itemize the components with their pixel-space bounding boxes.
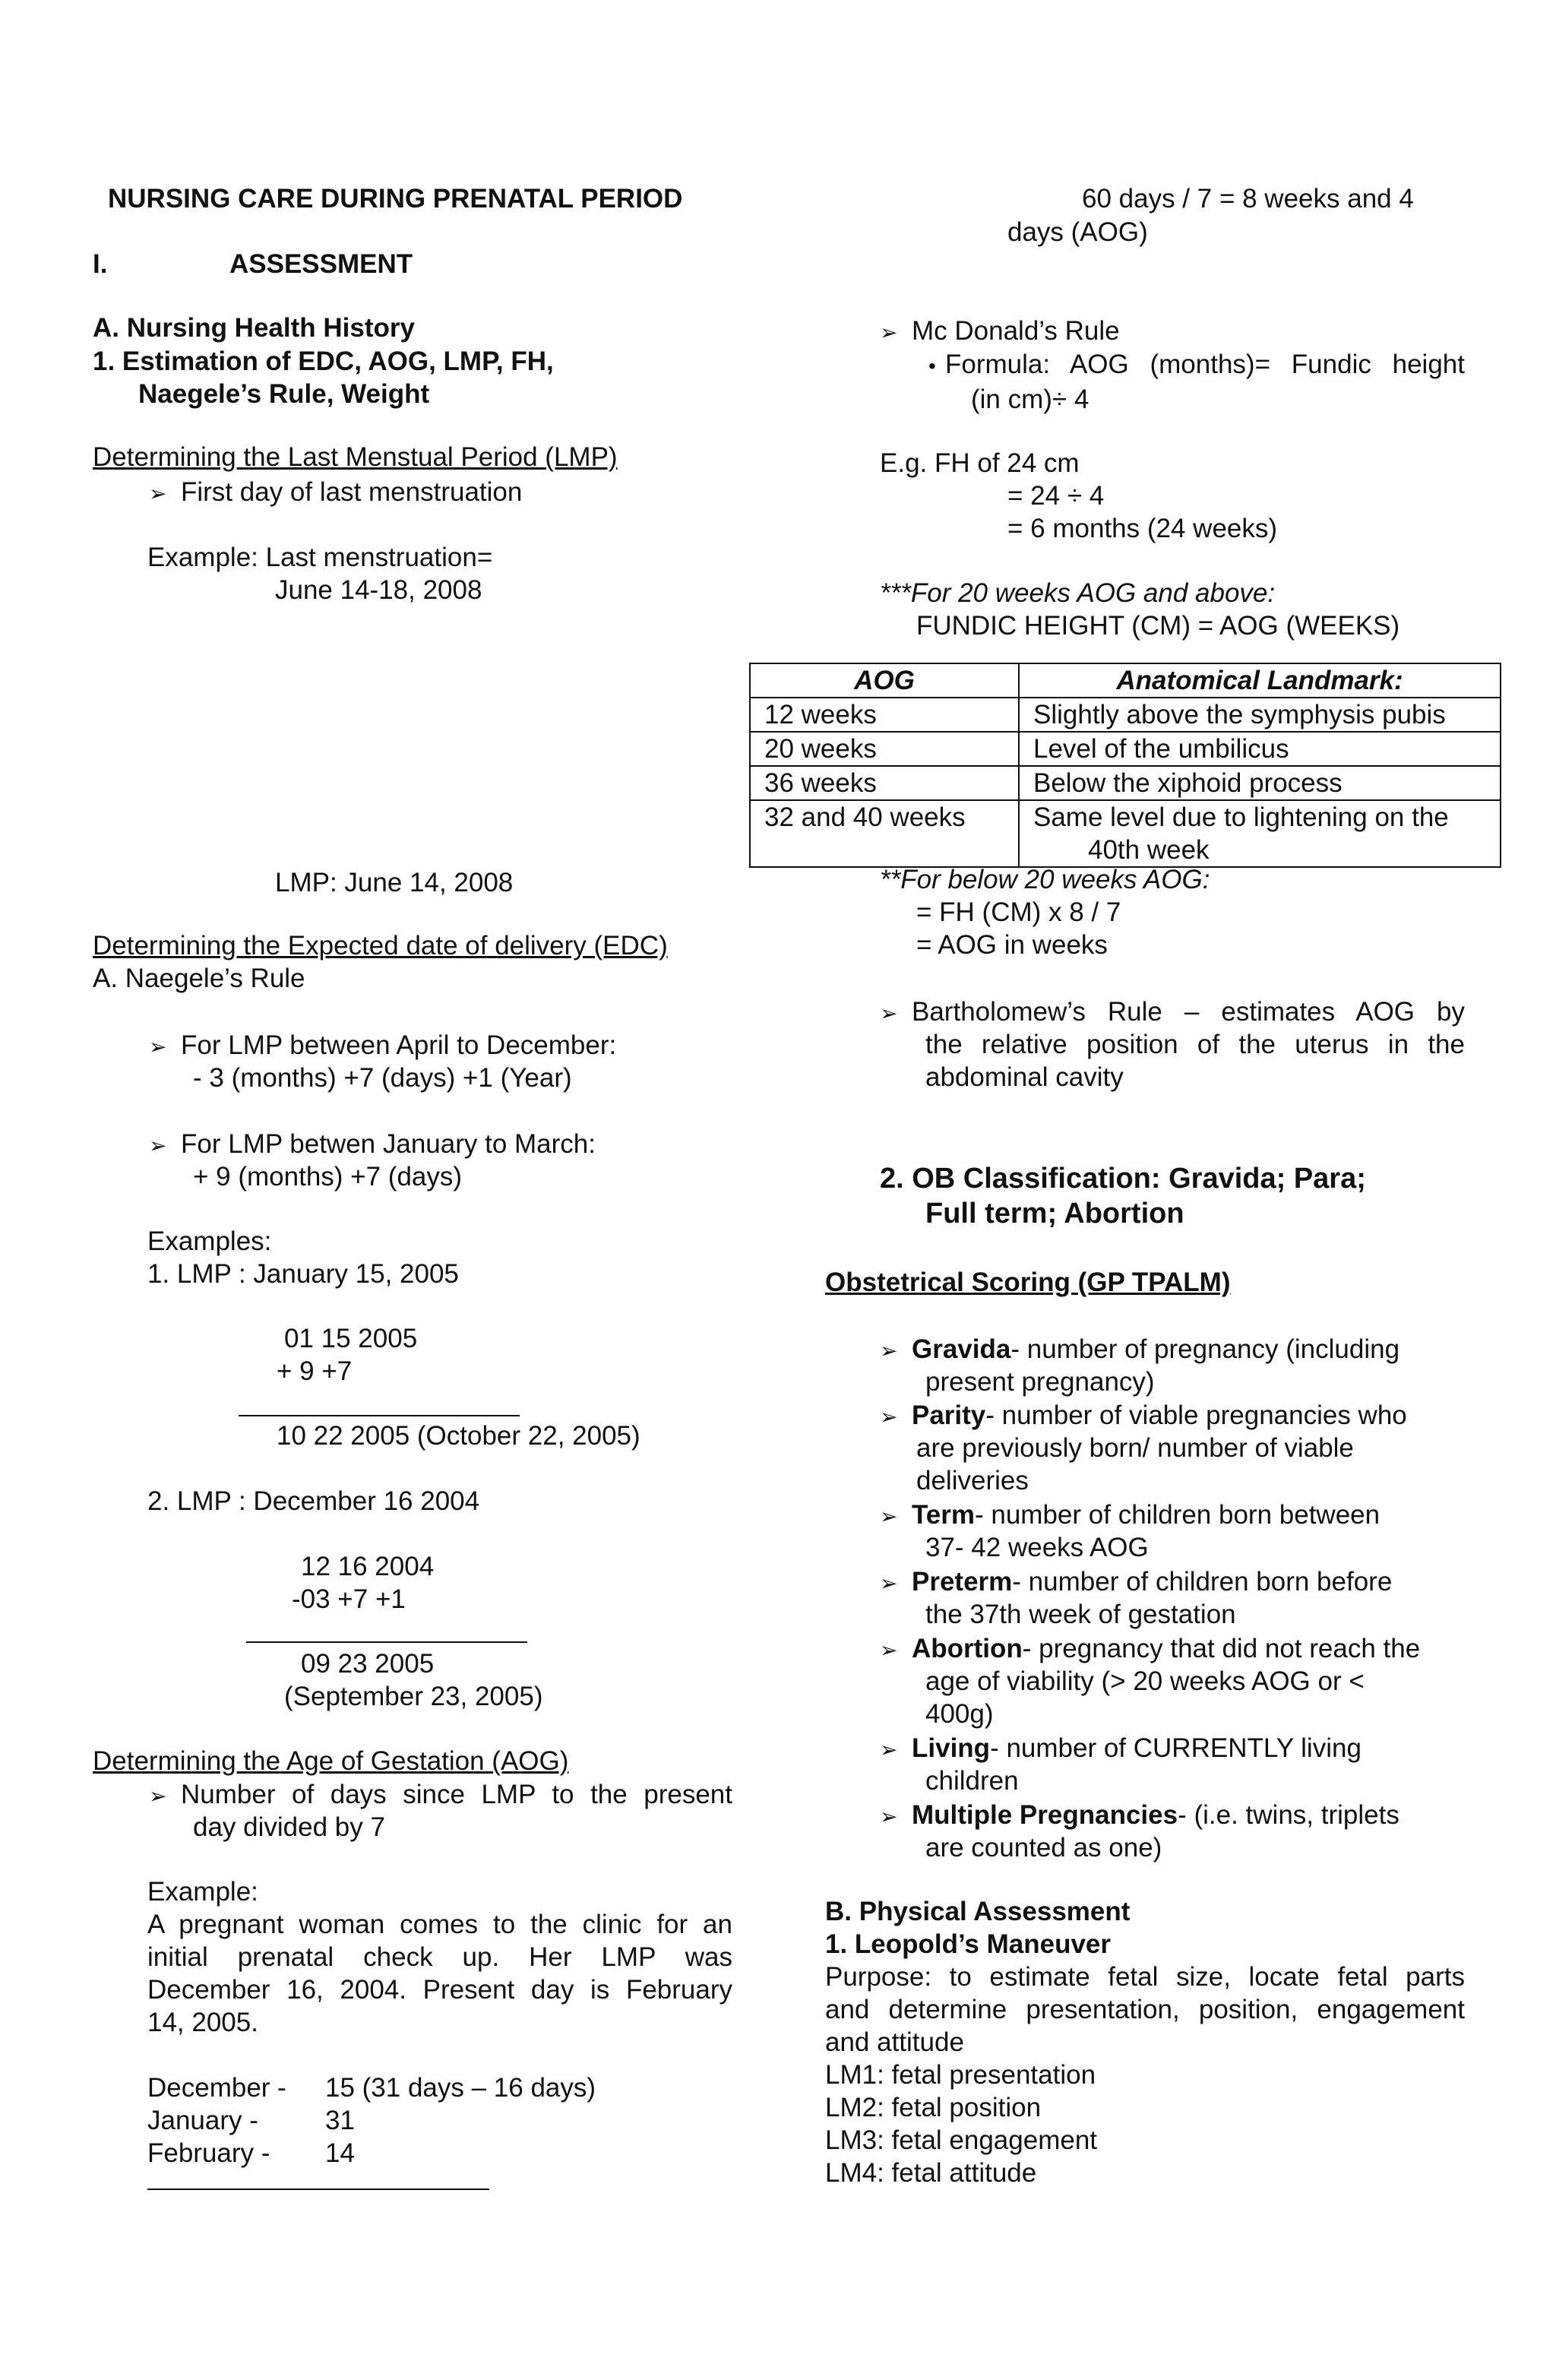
note-below-20-weeks: **For below 20 weeks AOG: <box>880 865 1210 894</box>
fh-step: = 6 months (24 weeks) <box>1007 514 1278 543</box>
example-paragraph-line: 14, 2005. <box>147 2008 258 2037</box>
fh-step: = 24 ÷ 4 <box>1007 481 1105 511</box>
calc-days: 14 <box>325 2138 355 2168</box>
example-numbers: 01 15 2005 <box>284 1324 418 1353</box>
arrow-bullet-icon: ➢ <box>149 482 167 505</box>
table-header-aog: AOG <box>750 663 1019 698</box>
table-header-landmark: Anatomical Landmark: <box>1019 663 1501 698</box>
arrow-bullet-icon: ➢ <box>880 1638 898 1662</box>
section-number: I. <box>93 249 108 279</box>
fh-example: E.g. FH of 24 cm <box>880 448 1080 478</box>
example-result: 10 22 2005 (October 22, 2005) <box>277 1421 640 1451</box>
calc-days: 15 (31 days – 16 days) <box>325 2073 596 2103</box>
calc-month: December - <box>147 2073 286 2103</box>
document-title: NURSING CARE DURING PRENATAL PERIOD <box>108 184 683 214</box>
arrow-bullet-icon: ➢ <box>880 1805 898 1828</box>
bartholomew-cont: the relative position of the uterus in the <box>925 1030 1465 1059</box>
aog-landmark-table <box>749 663 1501 868</box>
abortion-item-cont: 400g) <box>925 1699 994 1729</box>
obstetrical-scoring-heading: Obstetrical Scoring (GP TPALM) <box>825 1268 1231 1297</box>
arrow-bullet-icon: ➢ <box>880 1738 898 1761</box>
leopold-step: LM1: fetal presentation <box>825 2060 1096 2090</box>
edc-heading: Determining the Expected date of delivery (EDC) <box>93 931 668 961</box>
abortion-item-cont: age of viability (> 20 weeks AOG or < <box>925 1666 1365 1696</box>
aog-bullet: ➢ Number of days since LMP to the present <box>149 1778 732 1812</box>
living-item: ➢ Living- number of CURRENTLY living <box>880 1732 1362 1766</box>
preterm-item: ➢ Preterm- number of children born before <box>880 1565 1392 1600</box>
physical-assessment-heading: B. Physical Assessment <box>825 1897 1131 1926</box>
note-20-weeks-and-above: ***For 20 weeks AOG and above: <box>880 578 1276 608</box>
rule-bullet: ➢ For LMP betwen January to March: <box>149 1128 596 1162</box>
leopold-maneuver-heading: 1. Leopold’s Maneuver <box>825 1929 1112 1959</box>
arrow-bullet-icon: ➢ <box>149 1784 167 1808</box>
example-numbers: 12 16 2004 <box>301 1552 435 1581</box>
table-cell-aog: 32 and 40 weeks <box>750 800 1019 867</box>
table-cell-landmark <box>1019 800 1501 867</box>
leopold-step: LM2: fetal position <box>825 2093 1042 2122</box>
aog-calc-cont: days (AOG) <box>1007 217 1148 247</box>
formula-line: • Formula: AOG (months)= Fundic height <box>928 348 1465 382</box>
arrow-bullet-icon: ➢ <box>149 1134 167 1157</box>
arrow-bullet-icon: ➢ <box>880 1002 898 1025</box>
calc-month: February - <box>147 2138 270 2168</box>
lmp-heading: Determining the Last Menstual Period (LMP) <box>93 442 618 472</box>
term-item-cont: 37- 42 weeks AOG <box>925 1533 1149 1562</box>
aog-bullet-cont: day divided by 7 <box>193 1812 385 1842</box>
lmp-example: Example: Last menstruation= <box>147 543 493 572</box>
table-cell-landmark: Level of the umbilicus <box>1019 732 1501 766</box>
calc-month: January - <box>147 2106 258 2135</box>
arrow-bullet-icon: ➢ <box>149 1035 167 1059</box>
bartholomew-cont: abdominal cavity <box>925 1062 1124 1092</box>
arrow-bullet-icon: ➢ <box>880 1505 898 1528</box>
sum-divider <box>239 1415 520 1416</box>
lmp-result: LMP: June 14, 2008 <box>275 868 514 897</box>
sum-divider <box>147 2189 489 2190</box>
table-cell-aog: 20 weeks <box>750 732 1019 766</box>
example-lmp: 1. LMP : January 15, 2005 <box>147 1259 459 1289</box>
table-row <box>750 732 1501 766</box>
example-label: Example: <box>147 1877 258 1907</box>
bartholomew-bullet: ➢ Bartholomew’s Rule – estimates AOG by <box>880 995 1465 1030</box>
living-item-cont: children <box>925 1766 1019 1796</box>
section-title: ASSESSMENT <box>229 249 413 279</box>
abortion-item: ➢ Abortion- pregnancy that did not reach the <box>880 1632 1420 1666</box>
lmp-bullet: ➢ First day of last menstruation <box>149 476 522 510</box>
table-header-row <box>750 663 1501 698</box>
parity-item: ➢ Parity- number of viable pregnancies who <box>880 1399 1407 1433</box>
purpose-line: and attitude <box>825 2027 964 2057</box>
dot-bullet-icon: • <box>928 354 936 378</box>
table-row <box>750 800 1501 867</box>
below-20-formula: = AOG in weeks <box>916 930 1108 960</box>
leopold-step: LM3: fetal engagement <box>825 2125 1098 2155</box>
item-heading-cont: Naegele’s Rule, Weight <box>138 379 430 409</box>
example-addition: + 9 +7 <box>277 1356 353 1386</box>
table-row <box>750 766 1501 800</box>
rule-formula: - 3 (months) +7 (days) +1 (Year) <box>193 1063 572 1093</box>
multiple-pregnancies-item: ➢ Multiple Pregnancies- (i.e. twins, triplets <box>880 1799 1399 1833</box>
table-cell-aog: 12 weeks <box>750 698 1019 732</box>
aog-calc: 60 days / 7 = 8 weeks and 4 <box>1082 184 1414 214</box>
landmark-line: 40th week <box>1088 835 1210 865</box>
table-cell-landmark: Below the xiphoid process <box>1019 766 1501 800</box>
lmp-example-dates: June 14-18, 2008 <box>275 575 482 605</box>
preterm-item-cont: the 37th week of gestation <box>925 1600 1236 1629</box>
arrow-bullet-icon: ➢ <box>880 1571 898 1595</box>
purpose-line: Purpose: to estimate fetal size, locate fetal parts <box>825 1962 1465 1992</box>
landmark-line: Same level due to lightening on the <box>1033 802 1449 832</box>
subsection-heading: A. Nursing Health History <box>93 313 415 343</box>
arrow-bullet-icon: ➢ <box>880 321 898 344</box>
arrow-bullet-icon: ➢ <box>880 1339 898 1362</box>
item-heading: 1. Estimation of EDC, AOG, LMP, FH, <box>93 347 554 376</box>
example-addition: -03 +7 +1 <box>292 1584 406 1614</box>
arrow-bullet-icon: ➢ <box>880 1405 898 1429</box>
multiple-pregnancies-item-cont: are counted as one) <box>925 1833 1162 1863</box>
aog-heading: Determining the Age of Gestation (AOG) <box>93 1746 569 1776</box>
gravida-item-cont: present pregnancy) <box>925 1367 1155 1397</box>
table-cell-landmark: Slightly above the symphysis pubis <box>1019 698 1501 732</box>
calc-days: 31 <box>325 2106 355 2135</box>
example-result-date: (September 23, 2005) <box>284 1682 543 1711</box>
table-cell-aog: 36 weeks <box>750 766 1019 800</box>
formula-line-cont: (in cm)÷ 4 <box>971 385 1090 414</box>
gravida-item: ➢ Gravida- number of pregnancy (including <box>880 1333 1399 1367</box>
below-20-formula: = FH (CM) x 8 / 7 <box>916 897 1121 927</box>
example-paragraph-line: December 16, 2004. Present day is February <box>147 1975 732 2005</box>
table-row <box>750 698 1501 732</box>
sum-divider <box>246 1641 527 1643</box>
examples-label: Examples: <box>147 1226 272 1256</box>
parity-item-cont: deliveries <box>916 1466 1029 1495</box>
ob-classification-heading: 2. OB Classification: Gravida; Para; <box>880 1163 1366 1195</box>
ob-classification-heading-cont: Full term; Abortion <box>925 1198 1184 1230</box>
parity-item-cont: are previously born/ number of viable <box>916 1433 1354 1463</box>
mcdonald-bullet: ➢ Mc Donald’s Rule <box>880 315 1120 349</box>
rule-bullet: ➢ For LMP between April to December: <box>149 1029 616 1063</box>
rule-formula: + 9 (months) +7 (days) <box>193 1162 463 1192</box>
example-lmp: 2. LMP : December 16 2004 <box>147 1486 480 1516</box>
example-paragraph-line: A pregnant woman comes to the clinic for an <box>147 1910 732 1939</box>
naegele-rule-heading: A. Naegele’s Rule <box>93 964 305 993</box>
purpose-line: and determine presentation, position, engagement <box>825 1995 1465 2024</box>
leopold-step: LM4: fetal attitude <box>825 2158 1037 2188</box>
example-result: 09 23 2005 <box>301 1649 435 1679</box>
fundic-height-formula: FUNDIC HEIGHT (CM) = AOG (WEEKS) <box>916 611 1400 641</box>
example-paragraph-line: initial prenatal check up. Her LMP was <box>147 1942 732 1972</box>
term-item: ➢ Term- number of children born between <box>880 1499 1380 1533</box>
